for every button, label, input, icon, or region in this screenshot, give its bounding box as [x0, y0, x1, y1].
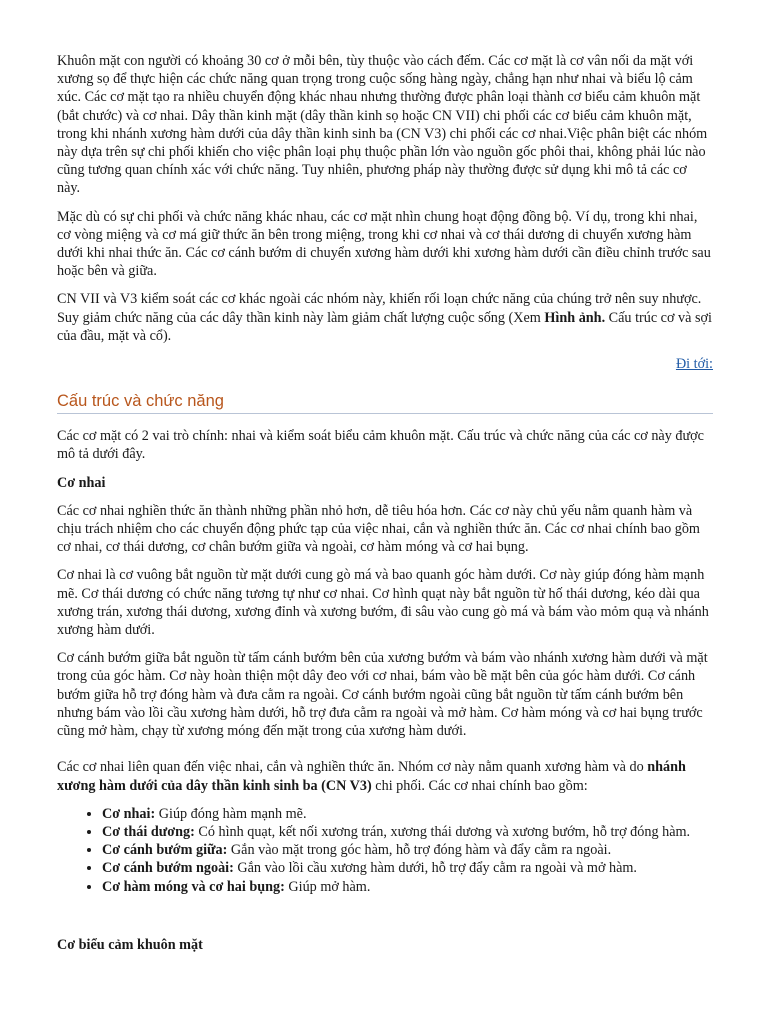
list-item-term: Cơ cánh bướm ngoài: [102, 860, 234, 877]
goto-link[interactable]: Đi tới: [675, 356, 713, 373]
intro-paragraph-1: Khuôn mặt con người có khoảng 30 cơ ở mỗi bên, tùy thuộc vào cách đếm. Các cơ mặt là cơ vân nối da mặt với xương sọ để thực hiện các chức năng quan trọng trong cuộc sống hàng ngày, chẳng hạn như nhai và biểu lộ cảm xúc. Các cơ mặt tạo ra nhiều chuyển động khác nhau nhưng thường được phân loại thành cơ biểu cảm khuôn mặt (bắt chước) và cơ nhai. Dây thần kinh mặt (dây thần kinh sọ hoặc CN VII) chi phối các cơ biểu cảm khuôn mặt, trong khi nhánh xương hàm dưới của dây thần kinh sinh ba (CN V3) chi phối các cơ nhai.Việc phân biệt các nhóm này dựa trên sự chi phối khiến cho việc phân loại phụ thuộc phần lớn vào nguồn gốc phôi thai, không phải lúc nào cũng tương quan chính xác với chức năng. Tuy nhiên, phương pháp này thường được sử dụng khi mô tả các cơ này. [57, 53, 708, 197]
chewing-paragraph-4-text: Các cơ nhai liên quan đến việc nhai, cắn và nghiền thức ăn. Nhóm cơ này nằm quanh xương hàm và do [57, 759, 648, 776]
list-item [102, 805, 713, 823]
list-item-term: Cơ nhai: [102, 805, 156, 822]
intro-paragraph-2: Mặc dù có sự chi phối và chức năng khác nhau, các cơ mặt nhìn chung hoạt động đồng bộ. Ví dụ, trong khi nhai, cơ vòng miệng và cơ má giữ thức ăn bên trong miệng, trong khi cơ nhai và cơ thái dương di chuyển xương hàm dưới khi nhai thức ăn. Các cơ cánh bướm di chuyển xương hàm dưới khi xương hàm dưới cần điều chỉnh trước sau hoặc bên và giữa. [57, 208, 711, 280]
list-item-desc: Gắn vào lồi cầu xương hàm dưới, hỗ trợ đẩy cằm ra ngoài và mở hàm. [233, 860, 637, 877]
chewing-paragraph-4-tail: chi phối. Các cơ nhai chính bao gồm: [371, 777, 588, 794]
list-item-term: Cơ thái dương: [102, 823, 195, 840]
list-item-desc: Giúp đóng hàm mạnh mẽ. [155, 805, 307, 822]
list-item [102, 841, 713, 859]
subhead-facial-expression-muscles: Cơ biểu cảm khuôn mặt [57, 936, 203, 953]
nerve-reference: nhánh xương hàm dưới của dây thần kinh sinh ba (CN V3) [57, 759, 686, 794]
subhead-chewing-muscles: Cơ nhai [57, 474, 106, 491]
list-item-term: Cơ cánh bướm giữa: [102, 842, 228, 859]
chewing-muscle-list [57, 805, 713, 896]
section-intro: Các cơ mặt có 2 vai trò chính: nhai và kiểm soát biểu cảm khuôn mặt. Cấu trúc và chức năng của các cơ này được mô tả dưới đây. [57, 428, 704, 463]
intro-paragraph-3-tail: Cấu trúc cơ và sợi của đầu, mặt và cổ). [57, 309, 712, 344]
intro-paragraph-3 [57, 290, 713, 345]
list-item [102, 823, 713, 841]
goto-container [57, 355, 713, 373]
intro-paragraph-3-text: CN VII và V3 kiểm soát các cơ khác ngoài các nhóm này, khiến rối loạn chức năng của chúng trở nên suy nhược. Suy giảm chức năng của các dây thần kinh này làm giảm chất lượng cuộc sống (Xem [57, 291, 702, 326]
chewing-paragraph-2: Cơ nhai là cơ vuông bắt nguồn từ mặt dưới cung gò má và bao quanh góc hàm dưới. Cơ này giúp đóng hàm mạnh mẽ. Cơ thái dương có chức năng tương tự như cơ nhai. Cơ hình quạt này bắt nguồn từ hố thái dương, kéo dài qua xương trán, xương thái dương, xương đỉnh và xương bướm, đi sâu vào cung gò má và bám vào mỏm quạ và nhánh xương hàm dưới. [57, 567, 709, 639]
list-item-term: Cơ hàm móng và cơ hai bụng: [102, 878, 285, 895]
section-title: Cấu trúc và chức năng [57, 391, 713, 414]
list-item [102, 859, 713, 877]
chewing-paragraph-4 [57, 758, 713, 794]
list-item [102, 878, 713, 896]
chewing-paragraph-3: Cơ cánh bướm giữa bắt nguồn từ tấm cánh bướm bên của xương bướm và bám vào nhánh xương hàm dưới và mặt trong của góc hàm. Cơ này hoàn thiện một dây đeo với cơ nhai, bám vào bề mặt bên của góc hàm dưới. Cơ cánh bướm giữa hỗ trợ đóng hàm và đưa cằm ra ngoài. Cơ cánh bướm ngoài cũng bắt nguồn từ tấm cánh bướm bên nhưng bám vào lồi cầu xương hàm dưới, hỗ trợ đưa cằm ra ngoài và mở hàm. Cơ hàm móng và cơ hai bụng trước cũng mở hàm, chạy từ xương móng đến mặt trong của xương hàm dưới. [57, 650, 708, 740]
document-page [57, 52, 713, 964]
chewing-paragraph-1: Các cơ nhai nghiền thức ăn thành những phần nhỏ hơn, dễ tiêu hóa hơn. Các cơ này chủ yếu nằm quanh hàm và chịu trách nhiệm cho các chuyển động phức tạp của việc nhai, cắn và nghiền thức ăn. Các cơ nhai chính bao gồm cơ nhai, cơ thái dương, cơ chân bướm giữa và ngoài, cơ hàm móng và cơ hai bụng. [57, 502, 700, 556]
list-item-desc: Có hình quạt, kết nối xương trán, xương thái dương và xương bướm, hỗ trợ đóng hàm. [194, 823, 691, 840]
figure-reference: Hình ảnh. [544, 309, 606, 326]
list-item-desc: Giúp mở hàm. [284, 878, 371, 895]
list-item-desc: Gắn vào mặt trong góc hàm, hỗ trợ đóng hàm và đẩy cằm ra ngoài. [227, 842, 612, 859]
